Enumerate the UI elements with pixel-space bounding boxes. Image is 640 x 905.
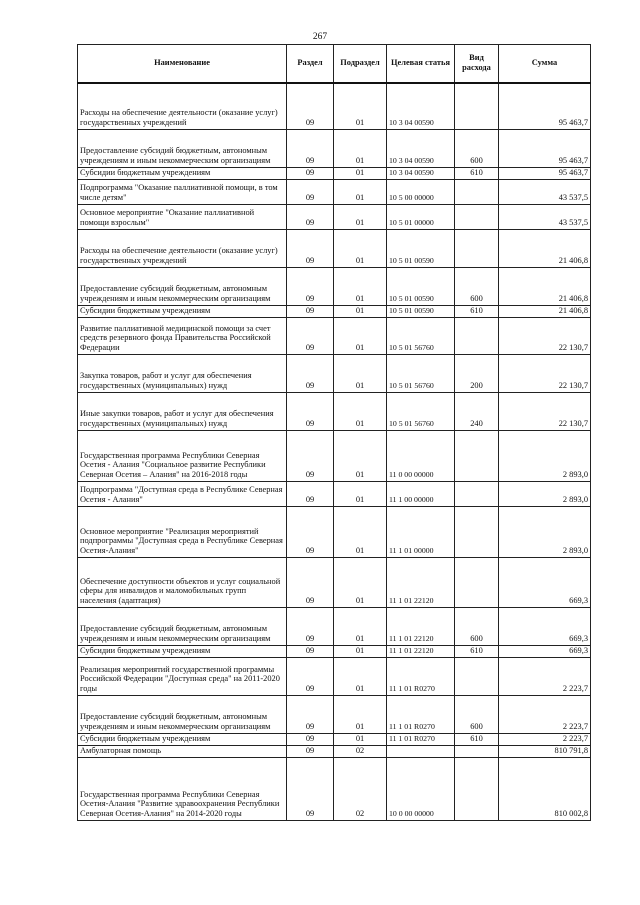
row-subsection: 01 — [334, 607, 387, 645]
row-subsection: 01 — [334, 129, 387, 167]
row-section: 09 — [287, 179, 334, 204]
row-subsection: 01 — [334, 179, 387, 204]
table-row — [78, 430, 591, 481]
row-name: Закупка товаров, работ и услуг для обеспечения государственных (муниципальных) нужд — [78, 354, 287, 392]
row-amount: 669,3 — [499, 645, 591, 657]
row-subsection: 02 — [334, 757, 387, 820]
row-amount: 2 223,7 — [499, 695, 591, 733]
row-amount: 22 130,7 — [499, 354, 591, 392]
row-section: 09 — [287, 757, 334, 820]
row-amount: 21 406,8 — [499, 305, 591, 317]
row-section: 09 — [287, 83, 334, 129]
row-amount: 2 893,0 — [499, 506, 591, 557]
row-target-article: 10 0 00 00000 — [387, 757, 455, 820]
row-amount: 95 463,7 — [499, 129, 591, 167]
row-section: 09 — [287, 317, 334, 354]
row-name: Основное мероприятие "Реализация мероприятий подпрограммы "Доступная среда в Республике Северная Осетия-Алания" — [78, 506, 287, 557]
row-subsection: 01 — [334, 229, 387, 267]
table-row — [78, 179, 591, 204]
row-section: 09 — [287, 229, 334, 267]
row-amount: 669,3 — [499, 607, 591, 645]
row-section: 09 — [287, 267, 334, 305]
row-expense-type — [455, 657, 499, 695]
table-row — [78, 317, 591, 354]
row-section: 09 — [287, 305, 334, 317]
row-target-article: 10 5 01 00590 — [387, 229, 455, 267]
row-section: 09 — [287, 645, 334, 657]
row-name: Государственная программа Республики Северная Осетия-Алания "Развитие здравоохранения Республики Северная Осетия-Алания" на 2014-2020 годы — [78, 757, 287, 820]
row-subsection: 01 — [334, 657, 387, 695]
row-target-article: 10 5 01 00590 — [387, 267, 455, 305]
row-amount: 22 130,7 — [499, 317, 591, 354]
table-row — [78, 129, 591, 167]
row-name: Подпрограмма "Оказание паллиативной помощи, в том числе детям" — [78, 179, 287, 204]
row-name: Подпрограмма "Доступная среда в Республике Северная Осетия - Алания" — [78, 481, 287, 506]
row-section: 09 — [287, 129, 334, 167]
row-section: 09 — [287, 745, 334, 757]
row-name: Субсидии бюджетным учреждениям — [78, 167, 287, 179]
row-subsection: 01 — [334, 204, 387, 229]
row-expense-type — [455, 557, 499, 607]
row-subsection: 01 — [334, 83, 387, 129]
table-row — [78, 733, 591, 745]
row-section: 09 — [287, 167, 334, 179]
row-name: Расходы на обеспечение деятельности (оказание услуг) государственных учреждений — [78, 83, 287, 129]
table-row — [78, 695, 591, 733]
row-section: 09 — [287, 506, 334, 557]
table-row — [78, 392, 591, 430]
row-name: Расходы на обеспечение деятельности (оказание услуг) государственных учреждений — [78, 229, 287, 267]
row-name: Иные закупки товаров, работ и услуг для обеспечения государственных (муниципальных) нужд — [78, 392, 287, 430]
row-target-article: 11 1 01 22120 — [387, 607, 455, 645]
row-expense-type — [455, 179, 499, 204]
row-section: 09 — [287, 557, 334, 607]
row-section: 09 — [287, 695, 334, 733]
row-expense-type — [455, 430, 499, 481]
table-header-row — [78, 45, 591, 84]
row-expense-type — [455, 229, 499, 267]
row-target-article: 11 1 01 R0270 — [387, 733, 455, 745]
row-section: 09 — [287, 204, 334, 229]
row-subsection: 01 — [334, 695, 387, 733]
row-name: Основное мероприятие "Оказание паллиативной помощи взрослым" — [78, 204, 287, 229]
row-subsection: 02 — [334, 745, 387, 757]
table-row — [78, 167, 591, 179]
row-subsection: 01 — [334, 557, 387, 607]
row-expense-type: 610 — [455, 167, 499, 179]
table-row — [78, 645, 591, 657]
row-subsection: 01 — [334, 392, 387, 430]
row-section: 09 — [287, 733, 334, 745]
row-subsection: 01 — [334, 506, 387, 557]
row-target-article: 11 0 00 00000 — [387, 430, 455, 481]
row-subsection: 01 — [334, 267, 387, 305]
row-expense-type: 240 — [455, 392, 499, 430]
row-expense-type — [455, 83, 499, 129]
row-target-article: 10 5 01 00590 — [387, 305, 455, 317]
row-amount: 2 223,7 — [499, 733, 591, 745]
row-amount: 95 463,7 — [499, 83, 591, 129]
table-row — [78, 229, 591, 267]
row-name: Предоставление субсидий бюджетным, автономным учреждениям и иным некоммерческим организациям — [78, 267, 287, 305]
row-amount: 21 406,8 — [499, 229, 591, 267]
row-section: 09 — [287, 657, 334, 695]
row-amount: 2 893,0 — [499, 430, 591, 481]
row-subsection: 01 — [334, 167, 387, 179]
header-section: Раздел — [287, 45, 334, 84]
row-name: Обеспечение доступности объектов и услуг социальной сферы для инвалидов и маломобильных групп населения (адаптация) — [78, 557, 287, 607]
table-row — [78, 607, 591, 645]
row-amount: 21 406,8 — [499, 267, 591, 305]
row-expense-type — [455, 481, 499, 506]
table-row — [78, 267, 591, 305]
row-expense-type — [455, 204, 499, 229]
row-section: 09 — [287, 354, 334, 392]
row-subsection: 01 — [334, 305, 387, 317]
row-name: Амбулаторная помощь — [78, 745, 287, 757]
row-name: Развитие паллиативной медицинской помощи за счет средств резервного фонда Правительства Российской Федерации — [78, 317, 287, 354]
row-target-article: 10 5 01 56760 — [387, 354, 455, 392]
row-amount: 2 893,0 — [499, 481, 591, 506]
row-target-article: 11 1 00 00000 — [387, 481, 455, 506]
row-target-article: 10 3 04 00590 — [387, 167, 455, 179]
header-subsection: Подраздел — [334, 45, 387, 84]
row-expense-type: 200 — [455, 354, 499, 392]
header-target-article: Целевая статья — [387, 45, 455, 84]
table-row — [78, 204, 591, 229]
row-target-article: 11 1 01 00000 — [387, 506, 455, 557]
row-target-article: 11 1 01 R0270 — [387, 695, 455, 733]
row-name: Предоставление субсидий бюджетным, автономным учреждениям и иным некоммерческим организациям — [78, 607, 287, 645]
header-amount: Сумма — [499, 45, 591, 84]
row-expense-type — [455, 757, 499, 820]
row-section: 09 — [287, 481, 334, 506]
row-target-article: 10 5 01 56760 — [387, 392, 455, 430]
row-expense-type: 610 — [455, 645, 499, 657]
row-expense-type: 610 — [455, 733, 499, 745]
row-name: Субсидии бюджетным учреждениям — [78, 733, 287, 745]
row-target-article: 10 5 01 56760 — [387, 317, 455, 354]
table-row — [78, 657, 591, 695]
table-row — [78, 83, 591, 129]
row-subsection: 01 — [334, 317, 387, 354]
row-amount: 43 537,5 — [499, 204, 591, 229]
row-name: Субсидии бюджетным учреждениям — [78, 645, 287, 657]
row-section: 09 — [287, 607, 334, 645]
row-expense-type: 600 — [455, 607, 499, 645]
row-name: Субсидии бюджетным учреждениям — [78, 305, 287, 317]
row-subsection: 01 — [334, 354, 387, 392]
table-row — [78, 354, 591, 392]
row-subsection: 01 — [334, 430, 387, 481]
header-name: Наименование — [78, 45, 287, 84]
row-amount: 810 002,8 — [499, 757, 591, 820]
row-name: Реализация мероприятий государственной программы Российской Федерации "Доступная среда" на 2011-2020 годы — [78, 657, 287, 695]
row-target-article: 10 5 01 00000 — [387, 204, 455, 229]
row-name: Предоставление субсидий бюджетным, автономным учреждениям и иным некоммерческим организациям — [78, 129, 287, 167]
row-section: 09 — [287, 392, 334, 430]
row-expense-type: 610 — [455, 305, 499, 317]
row-amount: 2 223,7 — [499, 657, 591, 695]
row-target-article: 10 5 00 00000 — [387, 179, 455, 204]
row-target-article — [387, 745, 455, 757]
row-expense-type: 600 — [455, 695, 499, 733]
table-row — [78, 557, 591, 607]
row-expense-type — [455, 317, 499, 354]
table-row — [78, 506, 591, 557]
header-expense-type: Вид расхода — [455, 45, 499, 84]
page-number: 267 — [312, 32, 328, 42]
row-expense-type — [455, 506, 499, 557]
row-amount: 95 463,7 — [499, 167, 591, 179]
row-expense-type: 600 — [455, 267, 499, 305]
row-subsection: 01 — [334, 733, 387, 745]
row-target-article: 11 1 01 22120 — [387, 557, 455, 607]
row-subsection: 01 — [334, 645, 387, 657]
row-target-article: 11 1 01 R0270 — [387, 657, 455, 695]
table-row — [78, 481, 591, 506]
row-section: 09 — [287, 430, 334, 481]
row-subsection: 01 — [334, 481, 387, 506]
row-amount: 43 537,5 — [499, 179, 591, 204]
row-amount: 810 791,8 — [499, 745, 591, 757]
row-expense-type — [455, 745, 499, 757]
table-row — [78, 305, 591, 317]
row-amount: 22 130,7 — [499, 392, 591, 430]
row-target-article: 11 1 01 22120 — [387, 645, 455, 657]
row-amount: 669,3 — [499, 557, 591, 607]
budget-table — [77, 44, 591, 821]
row-target-article: 10 3 04 00590 — [387, 83, 455, 129]
row-expense-type: 600 — [455, 129, 499, 167]
row-name: Предоставление субсидий бюджетным, автономным учреждениям и иным некоммерческим организациям — [78, 695, 287, 733]
row-target-article: 10 3 04 00590 — [387, 129, 455, 167]
table-row — [78, 757, 591, 820]
row-name: Государственная программа Республики Северная Осетия - Алания "Социальное развитие Республики Северная Осетия – Алания" на 2016-2018 годы — [78, 430, 287, 481]
table-row — [78, 745, 591, 757]
